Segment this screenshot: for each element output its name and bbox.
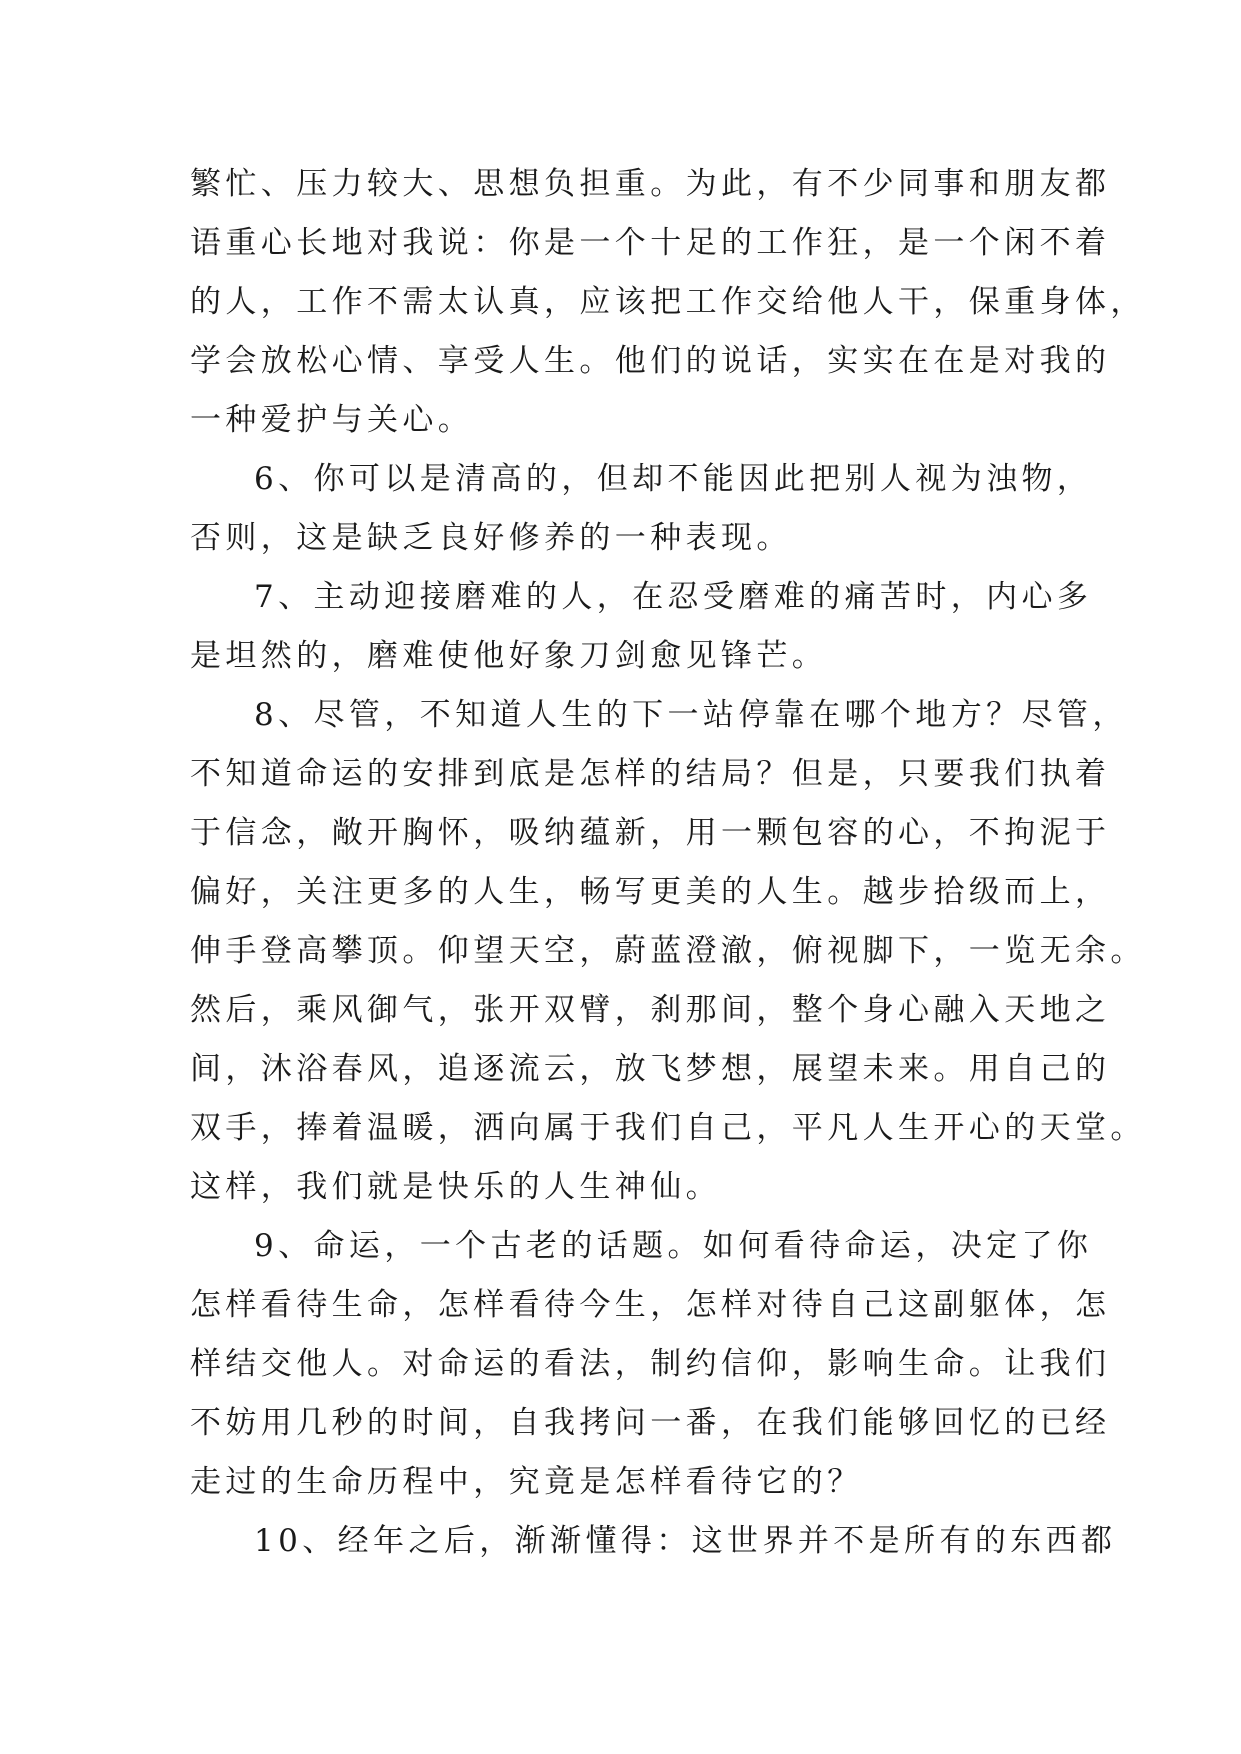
text-line: 样结交他人。对命运的看法，制约信仰，影响生命。让我们 [190,1346,1111,1382]
text-line: 不知道命运的安排到底是怎样的结局？但是，只要我们执着 [190,756,1111,792]
paragraph-10-start: 10、经年之后，渐渐懂得：这世界并不是所有的东西都 [254,1523,1117,1559]
paragraph-6-start: 6、你可以是清高的，但却不能因此把别人视为浊物， [254,461,1093,497]
text-line: 不妨用几秒的时间，自我拷问一番，在我们能够回忆的已经 [190,1405,1111,1441]
text-line: 然后，乘风御气，张开双臂，刹那间，整个身心融入天地之 [190,992,1111,1028]
text-line: 伸手登高攀顶。仰望天空，蔚蓝澄澈，俯视脚下，一览无余。 [190,933,1146,969]
text-line: 这样，我们就是快乐的人生神仙。 [190,1169,721,1205]
text-line: 繁忙、压力较大、思想负担重。为此，有不少同事和朋友都 [190,166,1111,202]
text-line: 间，沐浴春风，追逐流云，放飞梦想，展望未来。用自己的 [190,1051,1111,1087]
text-line: 于信念，敞开胸怀，吸纳蕴新，用一颗包容的心，不拘泥于 [190,815,1111,851]
text-line: 学会放松心情、享受人生。他们的说话，实实在在是对我的 [190,343,1111,379]
text-line: 语重心长地对我说：你是一个十足的工作狂，是一个闲不着 [190,225,1111,261]
text-line: 走过的生命历程中，究竟是怎样看待它的？ [190,1464,863,1500]
text-line: 一种爱护与关心。 [190,402,474,438]
text-line: 是坦然的，磨难使他好象刀剑愈见锋芒。 [190,638,828,674]
text-line: 双手，捧着温暖，洒向属于我们自己，平凡人生开心的天堂。 [190,1110,1146,1146]
paragraph-9-start: 9、命运，一个古老的话题。如何看待命运，决定了你 [254,1228,1093,1264]
paragraph-8-start: 8、尽管，不知道人生的下一站停靠在哪个地方？尽管， [254,697,1128,733]
paragraph-7-start: 7、主动迎接磨难的人，在忍受磨难的痛苦时，内心多 [254,579,1093,615]
text-line: 怎样看待生命，怎样看待今生，怎样对待自己这副躯体，怎 [190,1287,1111,1323]
text-line: 否则，这是缺乏良好修养的一种表现。 [190,520,792,556]
document-body [190,155,1146,1571]
text-line: 偏好，关注更多的人生，畅写更美的人生。越步拾级而上， [190,874,1111,910]
text-line: 的人，工作不需太认真，应该把工作交给他人干，保重身体， [190,284,1146,320]
